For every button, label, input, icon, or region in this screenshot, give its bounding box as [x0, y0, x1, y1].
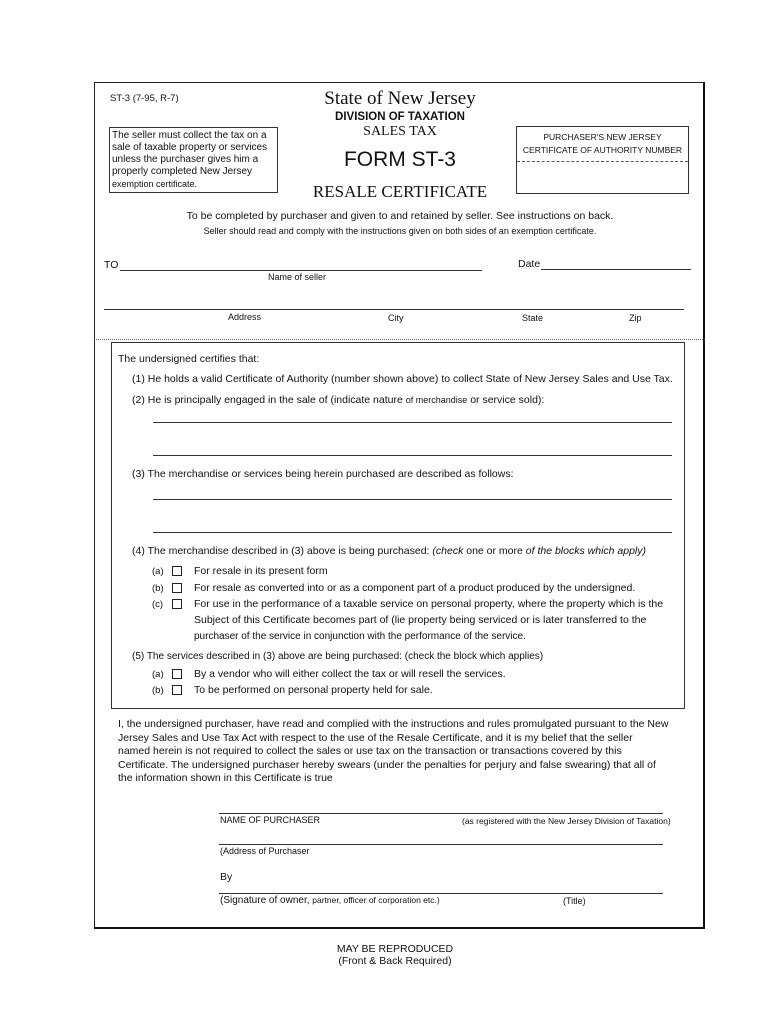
- state-title: State of New Jersey: [324, 88, 476, 109]
- item-5: (5) The services described in (3) above are being purchased: (check the block which applies): [132, 651, 544, 662]
- item-2-text-small: of merchandise: [405, 395, 468, 405]
- signature-label-text: (Signature of owner,: [220, 895, 313, 906]
- footer-line: MAY BE REPRODUCED: [336, 943, 454, 955]
- item-2-text: (2) He is principally engaged in the sale of (indicate nature: [132, 394, 406, 406]
- option-4c-label: (c): [152, 599, 164, 610]
- title-label: (Title): [563, 896, 586, 906]
- authority-divider: [517, 161, 688, 162]
- signature-label-small: partner, officer of corporation etc.): [312, 895, 440, 905]
- instruction-line-small: Seller should read and comply with the instructions given on both sides of an exemption certificate.: [203, 226, 597, 236]
- city-label: City: [388, 313, 404, 323]
- authority-label-line: PURCHASER'S NEW JERSEY: [543, 132, 662, 142]
- option-4c-text-cont: purchaser of the service in conjunction with the performance of the service.: [194, 631, 526, 642]
- date-label: Date: [518, 258, 541, 270]
- by-label: By: [220, 871, 233, 883]
- purchaser-address-line[interactable]: [219, 844, 663, 845]
- seller-notice-line: unless the purchaser gives him a: [112, 154, 259, 165]
- footer-line: (Front & Back Required): [338, 955, 452, 967]
- seller-notice-line: sale of taxable property or services: [112, 142, 268, 153]
- division-title: DIVISION OF TAXATION: [335, 111, 465, 123]
- item-2-text-end: or service sold):: [467, 394, 545, 406]
- option-4b-checkbox[interactable]: [172, 583, 182, 593]
- option-4a-checkbox[interactable]: [172, 566, 182, 576]
- option-5a-text: By a vendor who will either collect the tax or will resell the services.: [194, 668, 506, 680]
- option-4a-label: (a): [152, 566, 164, 577]
- state-label: State: [522, 313, 544, 323]
- name-of-purchaser-label: NAME OF PURCHASER: [220, 815, 321, 825]
- address-of-purchaser-label: (Address of Purchaser: [220, 846, 310, 856]
- option-5b-text: To be performed on personal property held for sale.: [194, 684, 433, 696]
- certificate-title: RESALE CERTIFICATE: [312, 182, 488, 201]
- option-4c-text-cont: Subject of this Certificate becomes part of (lie property being serviced or is later transferred to the: [194, 614, 647, 626]
- option-4c-text: For use in the performance of a taxable service on personal property, where the property which is the: [194, 598, 664, 610]
- item-2-line-2[interactable]: [153, 455, 672, 456]
- option-4b-label: (b): [152, 583, 164, 594]
- item-3-line-2[interactable]: [153, 532, 672, 533]
- item-1: (1) He holds a valid Certificate of Authority (number shown above) to collect State of New Jersey Sales and Use Tax.: [132, 373, 673, 385]
- section-divider: [94, 339, 705, 340]
- to-label: TO: [104, 259, 119, 271]
- seller-name-line[interactable]: [120, 270, 482, 271]
- option-5b-checkbox[interactable]: [172, 685, 182, 695]
- oath-line: Certificate. The undersigned purchaser hereby swears (under the penalties for perjury and false swearing) that all of: [118, 758, 656, 771]
- sales-tax-title: SALES TAX: [363, 124, 437, 139]
- item-3: (3) The merchandise or services being herein purchased are described as follows:: [132, 468, 514, 480]
- seller-notice-line: properly completed New Jersey: [112, 166, 253, 177]
- seller-notice-line: exemption certificate.: [112, 179, 198, 189]
- item-4-check: (check: [432, 545, 464, 557]
- item-4: [132, 545, 646, 557]
- zip-label: Zip: [629, 313, 642, 323]
- item-3-line-1[interactable]: [153, 499, 672, 500]
- address-label: Address: [228, 312, 262, 322]
- item-2-line-1[interactable]: [153, 422, 672, 423]
- option-5a-label: (a): [152, 669, 164, 680]
- name-of-seller-label: Name of seller: [268, 272, 327, 282]
- authority-label-line: CERTIFICATE OF AUTHORITY NUMBER: [522, 145, 683, 155]
- form-title: FORM ST-3: [343, 148, 456, 171]
- item-4-text-mid: one or more: [463, 545, 526, 557]
- oath-paragraph: [118, 718, 668, 786]
- option-4c-checkbox[interactable]: [172, 599, 182, 609]
- oath-line: I, the undersigned purchaser, have read and complied with the instructions and rules promulgated pursuant to the New: [118, 718, 669, 730]
- signature-line[interactable]: [219, 893, 663, 894]
- oath-line: named herein is not required to collect the sales or use tax on the transaction or transactions covered by this: [118, 745, 622, 757]
- address-line[interactable]: [104, 309, 684, 310]
- signature-label: [220, 895, 440, 906]
- seller-notice: [112, 130, 267, 190]
- seller-notice-line: The seller must collect the tax on a: [112, 130, 267, 141]
- as-registered-label: (as registered with the New Jersey Division of Taxation): [462, 816, 671, 826]
- item-4-text: (4) The merchandise described in (3) above is being purchased:: [132, 545, 433, 557]
- option-4a-text: For resale in its present form: [194, 565, 328, 577]
- date-line[interactable]: [541, 269, 691, 270]
- footer: [285, 943, 505, 967]
- oath-line: Jersey Sales and Use Tax Act with respect to the use of the Resale Certificate, and it is my belief that the seller: [118, 731, 633, 744]
- purchaser-name-line[interactable]: [219, 813, 663, 814]
- option-4b-text: For resale as converted into or as a component part of a product produced by the undersigned.: [194, 582, 636, 594]
- option-5b-label: (b): [152, 685, 164, 696]
- instruction-line: To be completed by purchaser and given to and retained by seller. See instructions on back.: [186, 210, 614, 222]
- option-5a-checkbox[interactable]: [172, 669, 182, 679]
- authority-label: [516, 131, 689, 157]
- certification-intro: The undersigned certifies that:: [118, 353, 260, 365]
- item-4-text-end: of the blocks which apply): [525, 545, 647, 557]
- item-2: [132, 394, 544, 406]
- oath-line: the information shown in this Certificate is true: [118, 772, 333, 784]
- form-code: ST-3 (7-95, R-7): [110, 93, 179, 104]
